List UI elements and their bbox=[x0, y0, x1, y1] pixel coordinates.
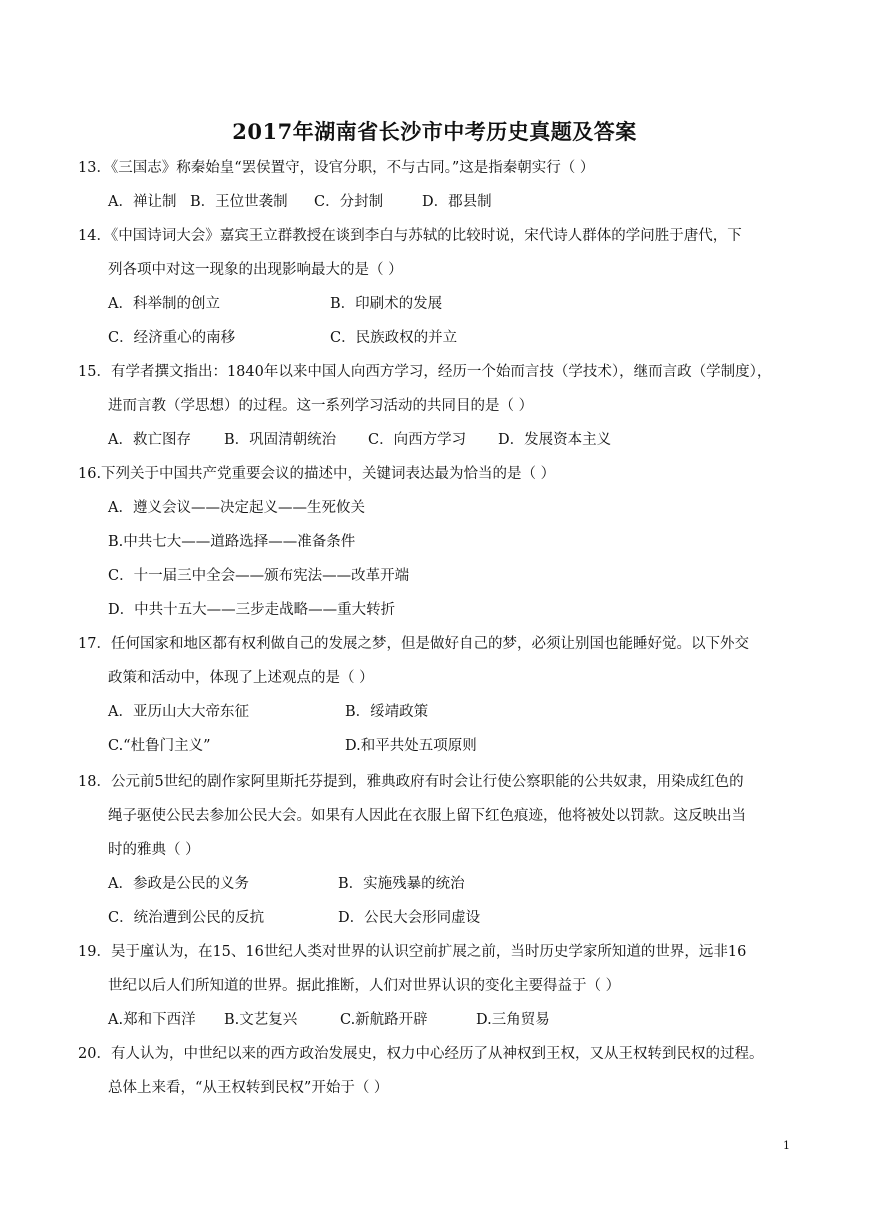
question-14-text: 14．《中国诗词大会》嘉宾王立群教授在谈到李白与苏轼的比较时说，宋代诗人群体的学问胜于唐代，下 bbox=[78, 228, 742, 244]
option-a: A．禅让制 bbox=[108, 194, 177, 210]
question-16-text: 16.下列关于中国共产党重要会议的描述中，关键词表达最为恰当的是（ ） bbox=[78, 466, 556, 482]
option-b: B．实施残暴的统治 bbox=[338, 876, 465, 892]
option-b: B.文艺复兴 bbox=[224, 1012, 298, 1028]
option-a: A．参政是公民的义务 bbox=[108, 876, 249, 892]
option-b: B．绥靖政策 bbox=[345, 704, 429, 720]
option-b: B．印刷术的发展 bbox=[330, 296, 443, 312]
option-a: A．亚历山大大帝东征 bbox=[108, 704, 249, 720]
option-d: D.三角贸易 bbox=[476, 1012, 550, 1028]
option-d: D．郡县制 bbox=[422, 194, 492, 210]
option-c: C．分封制 bbox=[314, 194, 384, 210]
option-c: C．向西方学习 bbox=[368, 432, 467, 448]
question-13-text: 13．《三国志》称秦始皇“罢侯置守，设官分职，不与古同。”这是指秦朝实行（ ） bbox=[78, 160, 595, 176]
page-title: 2017年湖南省长沙市中考历史真题及答案 bbox=[232, 119, 637, 144]
question-16-option-c: C．十一届三中全会——颁布宪法——改革开端 bbox=[108, 568, 410, 584]
question-16-option-a: A．遵义会议——决定起义——生死攸关 bbox=[108, 500, 365, 516]
option-d: D.和平共处五项原则 bbox=[345, 738, 477, 754]
question-16-option-d: D．中共十五大——三步走战略——重大转折 bbox=[108, 602, 396, 618]
question-18-text-cont-2: 时的雅典（ ） bbox=[108, 842, 200, 858]
option-a: A．救亡图存 bbox=[108, 432, 191, 448]
question-14-text-cont: 列各项中对这一现象的出现影响最大的是（ ） bbox=[108, 262, 403, 278]
question-17-text-cont: 政策和活动中，体现了上述观点的是（ ） bbox=[108, 670, 374, 686]
question-15-text: 15．有学者撰文指出：1840年以来中国人向西方学习，经历一个始而言技（学技术），继而言政（学制度）， bbox=[78, 364, 772, 380]
question-15-text-cont: 进而言教（学思想）的过程。这一系列学习活动的共同目的是（ ） bbox=[108, 398, 534, 414]
option-b: B．巩固清朝统治 bbox=[224, 432, 337, 448]
option-d: D．公民大会形同虚设 bbox=[338, 910, 481, 926]
option-c: C.新航路开辟 bbox=[340, 1012, 428, 1028]
option-b: B．王位世袭制 bbox=[190, 194, 288, 210]
question-19-text: 19．吴于廑认为，在15、16世纪人类对世界的认识空前扩展之前，当时历史学家所知道的世界，远非16 bbox=[78, 944, 747, 960]
question-20-text: 20．有人认为，中世纪以来的西方政治发展史，权力中心经历了从神权到王权，又从王权转到民权的过程。 bbox=[78, 1046, 764, 1062]
question-18-text-cont-1: 绳子驱使公民去参加公民大会。如果有人因此在衣服上留下红色痕迹，他将被处以罚款。这反映出当 bbox=[108, 808, 746, 824]
page-number: 1 bbox=[783, 1139, 790, 1152]
option-c: C．经济重心的南移 bbox=[108, 330, 236, 346]
option-d: D．发展资本主义 bbox=[498, 432, 612, 448]
option-a: A.郑和下西洋 bbox=[108, 1012, 196, 1028]
option-d: C．民族政权的并立 bbox=[330, 330, 458, 346]
option-a: A．科举制的创立 bbox=[108, 296, 220, 312]
question-19-text-cont: 世纪以后人们所知道的世界。据此推断，人们对世界认识的变化主要得益于（ ） bbox=[108, 978, 621, 994]
question-18-text: 18．公元前5世纪的剧作家阿里斯托芬提到，雅典政府有时会让行使公察职能的公共奴隶，用染成红色的 bbox=[78, 774, 744, 790]
question-17-text: 17．任何国家和地区都有权利做自己的发展之梦，但是做好自己的梦，必须让别国也能睡好觉。以下外交 bbox=[78, 636, 749, 652]
question-16-option-b: B.中共七大——道路选择——准备条件 bbox=[108, 534, 356, 550]
option-c: C.“杜鲁门主义” bbox=[108, 738, 211, 754]
question-20-text-cont: 总体上来看，“从王权转到民权”开始于（ ） bbox=[108, 1080, 389, 1096]
option-c: C．统治遭到公民的反抗 bbox=[108, 910, 265, 926]
